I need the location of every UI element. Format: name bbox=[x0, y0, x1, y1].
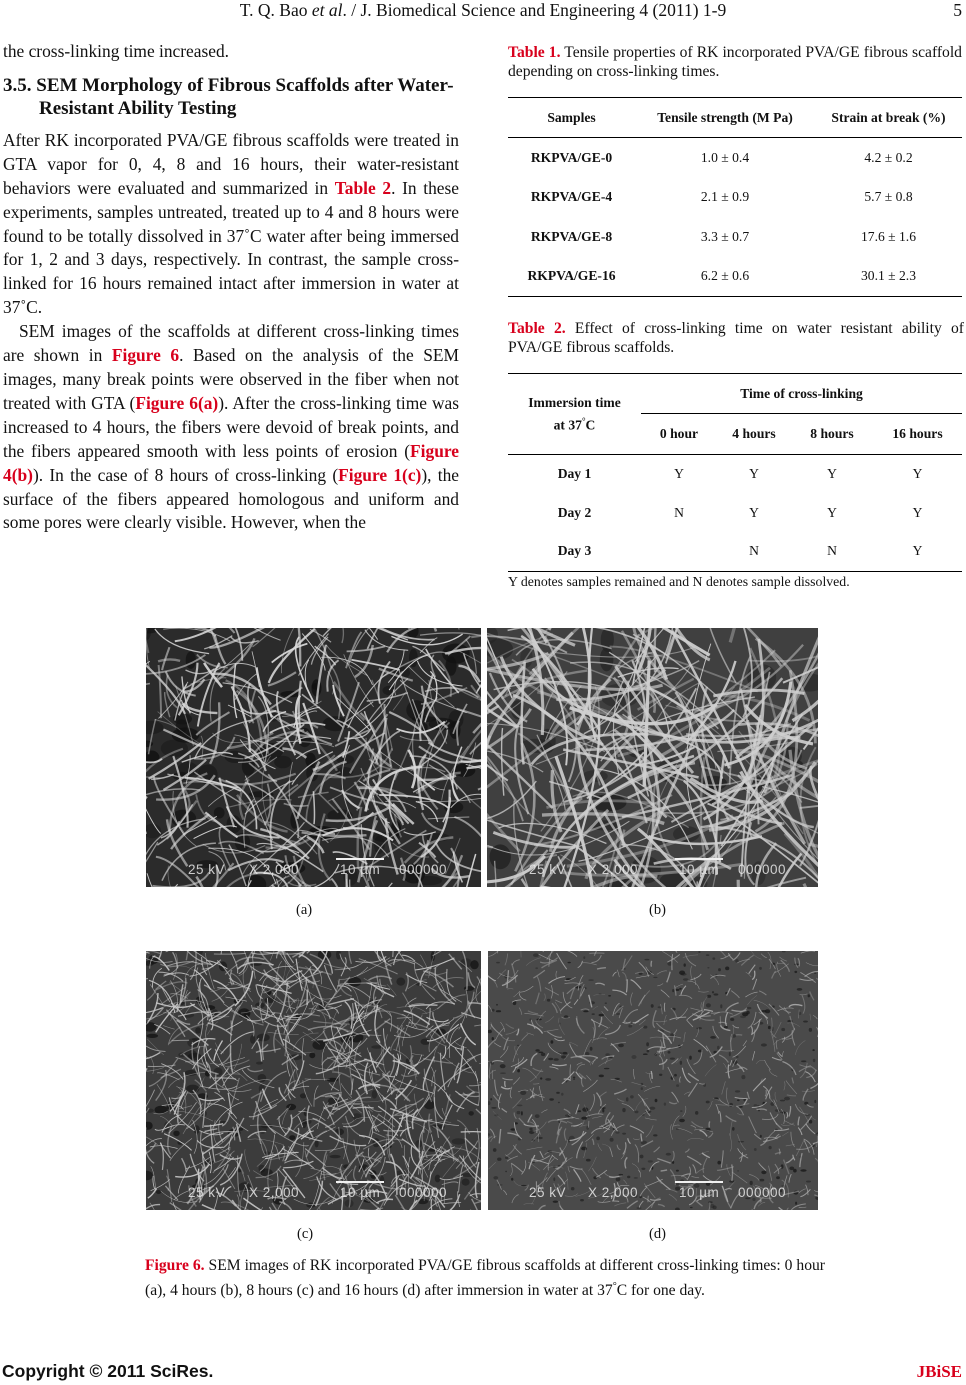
running-header bbox=[0, 0, 966, 21]
table-row bbox=[508, 494, 962, 533]
degree-symbol: ° bbox=[612, 1280, 617, 1292]
p2-text-e: ), the surface of the fibers appeared homologous and uniform and some pores were clearly visible. However, when the bbox=[3, 464, 460, 533]
journal-abbrev: JBiSE bbox=[916, 1362, 962, 1381]
table-cell bbox=[641, 532, 717, 571]
sem-image-id: 000000 bbox=[399, 1185, 448, 1200]
p1-text-a: After RK incorporated PVA/GE fibrous scaffolds were treated in GTA vapor for 0, 4, 8 and 16 hours, their water-resistant behaviors were evaluated and summarized in bbox=[3, 129, 459, 198]
table-2-label: Table 2. bbox=[508, 320, 566, 337]
sem-voltage: 25 kV bbox=[529, 1185, 567, 1200]
sem-image-b bbox=[487, 628, 818, 887]
page-number: 5 bbox=[953, 0, 962, 20]
table-cell: Y bbox=[827, 466, 837, 482]
table-cell: Y bbox=[912, 466, 923, 482]
sem-texture-a bbox=[146, 628, 481, 887]
panel-label-b: (b) bbox=[649, 902, 666, 918]
table-row bbox=[508, 138, 962, 178]
copyright: Copyright © 2011 SciRes. bbox=[2, 1361, 214, 1381]
left-column bbox=[3, 40, 459, 535]
figure-6a-link[interactable]: Figure 6(a) bbox=[135, 392, 219, 413]
table-cell: Y bbox=[749, 504, 759, 520]
p2-text-b: . Based on the analysis of the SEM images, many break points were observed in the fiber when not treated with GTA ( bbox=[3, 345, 459, 413]
table-cell: Day 1 bbox=[557, 466, 592, 482]
header-authors: T. Q. Bao bbox=[239, 0, 312, 20]
sem-voltage: 25 kV bbox=[188, 862, 226, 877]
table-cell: RKPVA/GE-8 bbox=[530, 228, 613, 244]
table-cell: Day 3 bbox=[508, 532, 641, 571]
table-cell: Y bbox=[912, 504, 923, 520]
figure-4b-link[interactable]: Figure 4(b) bbox=[3, 440, 459, 485]
column-header: Strain at break (%) bbox=[815, 98, 962, 138]
row-header-line1: Immersion time bbox=[528, 394, 621, 410]
table-row bbox=[508, 178, 962, 218]
table-cell: Y bbox=[749, 466, 759, 482]
sem-texture-d bbox=[488, 951, 818, 1210]
degree-symbol: ° bbox=[581, 415, 586, 426]
sem-texture-c bbox=[146, 951, 481, 1210]
p2-text-a: SEM images of the scaffolds at different cross-linking times are shown in bbox=[3, 321, 459, 366]
table-cell: Y bbox=[873, 532, 962, 571]
sem-magnification: X 2,000 bbox=[588, 862, 639, 877]
column-header: 16 hours bbox=[873, 414, 962, 455]
table-cell: RKPVA/GE-16 bbox=[508, 257, 635, 297]
table-2 bbox=[508, 373, 962, 572]
sem-magnification: X 2,000 bbox=[249, 1185, 300, 1200]
table-cell: 17.6 ± 1.6 bbox=[860, 228, 917, 244]
table-1-caption-text: Tensile properties of RK incorporated PVA/GE fibrous scaffold depending on cross-linking times. bbox=[508, 44, 962, 80]
group-header: Time of cross-linking bbox=[641, 374, 962, 414]
table-row bbox=[508, 455, 962, 494]
paragraph-continuation: the cross-linking time increased. bbox=[3, 41, 230, 61]
table-cell: N bbox=[717, 532, 791, 571]
table-1-caption bbox=[508, 44, 962, 81]
table-cell: 6.2 ± 0.6 bbox=[635, 257, 815, 297]
sem-image-a bbox=[146, 628, 481, 887]
sem-scale-label: 10 µm bbox=[340, 1185, 381, 1200]
sem-texture-b bbox=[487, 628, 818, 887]
column-header: 4 hours bbox=[717, 414, 791, 455]
table-cell: 30.1 ± 2.3 bbox=[815, 257, 962, 297]
table-row bbox=[508, 257, 962, 297]
section-heading: 3.5. SEM Morphology of Fibrous Scaffolds after Water-Resistant Ability Testing bbox=[3, 74, 454, 120]
scale-bar bbox=[675, 1181, 723, 1183]
sem-magnification: X 2,000 bbox=[588, 1185, 639, 1200]
panel-label-d: (d) bbox=[649, 1226, 666, 1242]
scale-bar bbox=[336, 1181, 384, 1183]
table-cell: Day 2 bbox=[557, 504, 592, 520]
sem-info-bar bbox=[146, 859, 481, 881]
table-row bbox=[508, 217, 962, 257]
sem-voltage: 25 kV bbox=[529, 862, 567, 877]
sem-info-bar bbox=[488, 1182, 818, 1204]
p1-text-b: . In these experiments, samples untreated, treated up to 4 and 8 hours were found to be totally dissolved in 37˚C water after being immersed for 1, 2 and 3 days, respectively. In contrast, the sample cross-linked for 16 hours remained intact after immersion in water at 37˚C. bbox=[3, 177, 459, 318]
table-cell: RKPVA/GE-4 bbox=[530, 189, 613, 205]
figure-6-link[interactable]: Figure 6 bbox=[111, 345, 180, 366]
row-header bbox=[508, 374, 641, 455]
row-header-unit: C bbox=[585, 417, 596, 433]
paragraph-2 bbox=[3, 320, 459, 535]
header-journal: . / J. Biomedical Science and Engineering 4 (2011) 1-9 bbox=[342, 0, 727, 20]
figure-1c-link[interactable]: Figure 1(c) bbox=[338, 464, 422, 485]
table-2-note: Y denotes samples remained and N denotes sample dissolved. bbox=[508, 574, 850, 589]
column-header: 0 hour bbox=[641, 414, 717, 455]
sem-scale-label: 10 µm bbox=[679, 1185, 720, 1200]
sem-info-bar bbox=[146, 1182, 481, 1204]
table-cell: 2.1 ± 0.9 bbox=[700, 189, 750, 205]
table-cell: 5.7 ± 0.8 bbox=[864, 189, 913, 205]
sem-scale-label: 10 µm bbox=[679, 862, 720, 877]
table-1-label: Table 1. bbox=[508, 44, 561, 61]
column-header: Samples bbox=[508, 98, 635, 138]
scale-bar bbox=[336, 858, 384, 860]
scale-bar bbox=[675, 858, 723, 860]
sem-image-d bbox=[488, 951, 818, 1210]
table-header-row bbox=[508, 98, 962, 138]
sem-magnification: X 2,000 bbox=[249, 862, 300, 877]
sem-image-c bbox=[146, 951, 481, 1210]
p2-text-c: ). After the cross-linking time was increased to 4 hours, the fibers were devoid of break points, and the fibers appeared smooth with less points of erosion ( bbox=[3, 392, 459, 461]
row-header-line2: at 37 bbox=[553, 417, 582, 433]
sem-image-id: 000000 bbox=[738, 862, 787, 877]
table-2-link[interactable]: Table 2 bbox=[334, 177, 392, 198]
table-cell: 1.0 ± 0.4 bbox=[700, 149, 750, 165]
paragraph-1 bbox=[3, 129, 459, 320]
sem-image-id: 000000 bbox=[399, 862, 448, 877]
table-row bbox=[508, 532, 962, 571]
table-1 bbox=[508, 97, 962, 297]
column-header: Tensile strength (M Pa) bbox=[635, 98, 815, 138]
sem-scale-label: 10 µm bbox=[340, 862, 381, 877]
sem-info-bar bbox=[487, 859, 818, 881]
header-et-al: et al bbox=[311, 0, 343, 20]
panel-label-a: (a) bbox=[296, 902, 313, 918]
table-cell: N bbox=[674, 504, 684, 520]
table-cell: Y bbox=[674, 466, 684, 482]
table-2-caption bbox=[508, 320, 964, 357]
sem-voltage: 25 kV bbox=[188, 1185, 226, 1200]
figure-caption bbox=[145, 1256, 825, 1301]
table-cell: 3.3 ± 0.7 bbox=[700, 228, 750, 244]
column-header: 8 hours bbox=[791, 414, 873, 455]
figure-caption-text-b: C for one day. bbox=[616, 1281, 705, 1299]
p2-text-d: ). In the case of 8 hours of cross-linking ( bbox=[32, 464, 339, 485]
table-cell: N bbox=[791, 532, 873, 571]
figure-label: Figure 6. bbox=[145, 1257, 205, 1274]
table-cell: RKPVA/GE-0 bbox=[530, 149, 613, 165]
table-cell: 4.2 ± 0.2 bbox=[864, 149, 913, 165]
figure-caption-text-a: SEM images of RK incorporated PVA/GE fibrous scaffolds at different cross-linking times: 0 hour (a), 4 hours (b), 8 hours (c) and 16 hours (d) after immersion in water at 37 bbox=[145, 1257, 825, 1299]
table-header-row bbox=[508, 374, 962, 414]
sem-image-id: 000000 bbox=[738, 1185, 787, 1200]
panel-label-c: (c) bbox=[297, 1226, 314, 1242]
table-2-caption-text: Effect of cross-linking time on water resistant ability of PVA/GE fibrous scaffolds. bbox=[508, 320, 964, 356]
table-cell: Y bbox=[827, 504, 837, 520]
